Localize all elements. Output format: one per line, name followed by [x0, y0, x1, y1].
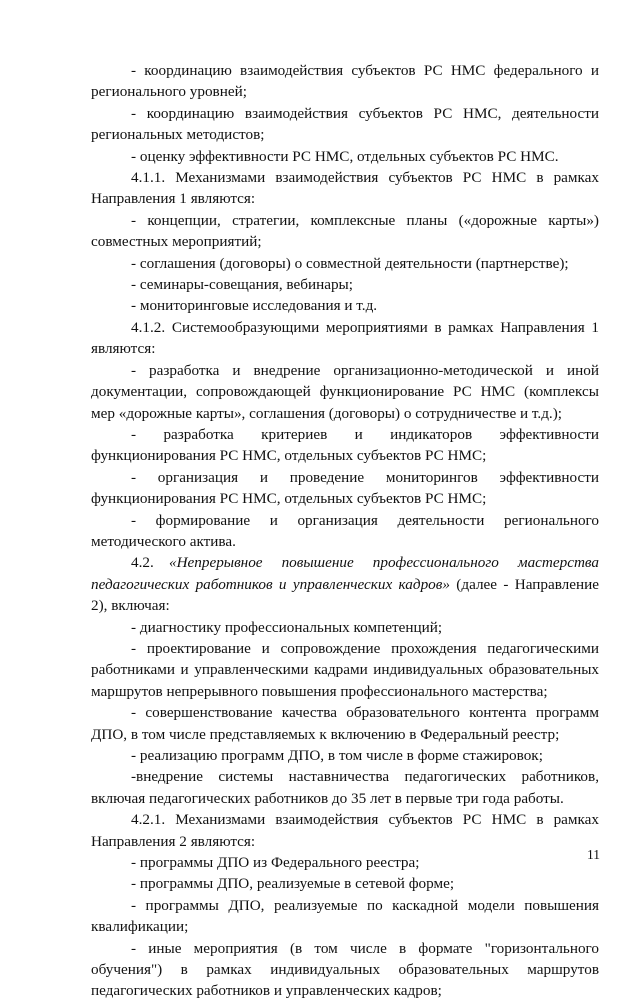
paragraph: 4.2.1. Механизмами взаимодействия субъектов РС НМС в рамках Направления 2 являются:	[91, 811, 599, 850]
section-title: «Непрерывное повышение профессионального мастерства педагогических работников и управленческих кадров»	[91, 554, 599, 593]
paragraph: - разработка и внедрение организационно-методической и иной документации, сопровождающей функционирование РС НМС (комплексы мер «дорожные карты», соглашения (договоры) о сотрудничестве и т.д.);	[91, 361, 599, 422]
section-suffix: (далее - Направление 2), включая:	[91, 575, 599, 615]
paragraph: - оценку эффективности РС НМС, отдельных субъектов РС НМС.	[131, 147, 559, 165]
paragraph: -внедрение системы наставничества педагогических работников, включая педагогических работников до 35 лет в первые три года работы.	[91, 768, 599, 807]
paragraph: - программы ДПО из Федерального реестра;	[131, 854, 420, 872]
paragraph: - координацию взаимодействия субъектов РС НМС, деятельности региональных методистов;	[91, 104, 599, 144]
paragraph: - иные мероприятия (в том числе в формате "горизонтального обучения") в рамках индивидуальных образовательных маршрутов педагогических работников и управленческих кадров;	[91, 939, 599, 1000]
section-number: 4.2.	[131, 554, 154, 572]
paragraph: - координацию взаимодействия субъектов РС НМС федерального и регионального уровней;	[91, 62, 599, 101]
paragraph: - разработка критериев и индикаторов эффективности функционирования РС НМС, отдельных субъектов РС НМС;	[91, 425, 599, 465]
section-heading-4-2	[91, 552, 599, 616]
paragraph: - реализацию программ ДПО, в том числе в форме стажировок;	[131, 747, 543, 764]
body-text	[91, 60, 599, 1002]
paragraph: - совершенствование качества образовательного контента программ ДПО, в том числе представляемых к включению в Федеральный реестр;	[91, 704, 599, 743]
paragraph: 4.1.1. Механизмами взаимодействия субъектов РС НМС в рамках Направления 1 являются:	[91, 169, 599, 208]
paragraph: - соглашения (договоры) о совместной деятельности (партнерстве);	[131, 254, 569, 272]
paragraph: - формирование и организация деятельности регионального методического актива.	[91, 511, 599, 550]
paragraph: - мониторинговые исследования и т.д.	[131, 297, 378, 315]
paragraph: - концепции, стратегии, комплексные планы («дорожные карты») совместных мероприятий;	[91, 211, 599, 251]
page-number: 11	[587, 847, 600, 862]
paragraph: - программы ДПО, реализуемые по каскадной модели повышения квалификации;	[91, 896, 599, 936]
paragraph: - организация и проведение мониторингов эффективности функционирования РС НМС, отдельных субъектов РС НМС;	[91, 468, 599, 508]
paragraph: - диагностику профессиональных компетенций;	[131, 618, 443, 636]
paragraph: 4.1.2. Системообразующими мероприятиями в рамках Направления 1 являются:	[91, 318, 599, 358]
paragraph: - семинары-совещания, вебинары;	[131, 276, 353, 294]
paragraph: - программы ДПО, реализуемые в сетевой форме;	[131, 875, 455, 893]
paragraph: - проектирование и сопровождение прохождения педагогическими работниками и управленческими кадрами индивидуальных образовательных маршрутов непрерывного повышения профессионального мастерства;	[91, 639, 599, 700]
